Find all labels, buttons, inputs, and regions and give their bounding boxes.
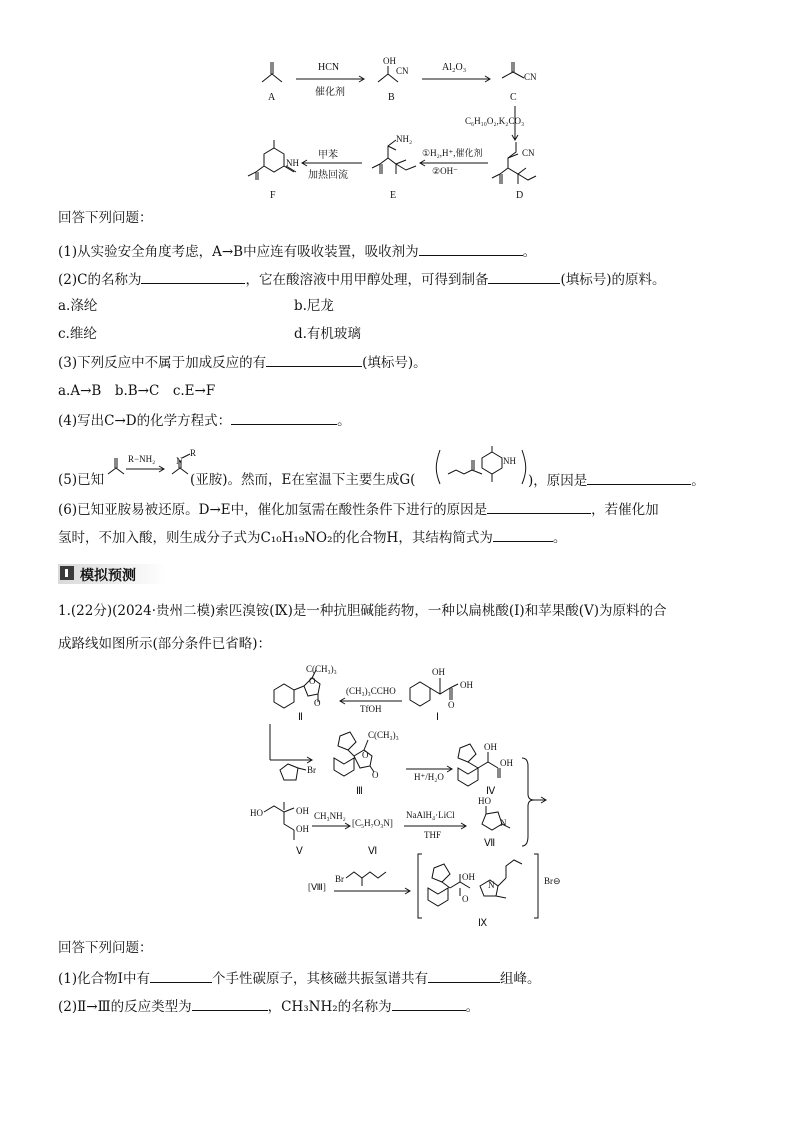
question-3 <box>58 352 427 373</box>
p1q2-end: 。 <box>465 999 480 1015</box>
p1q2-text: (2)Ⅱ→Ⅲ的反应类型为 <box>58 999 192 1015</box>
q6-end: 。 <box>552 530 567 546</box>
p1q1-answer-blank-2[interactable] <box>428 968 500 983</box>
problem-1-line-1: 1.(22分)(2024·贵州二模)索匹溴铵(Ⅸ)是一种抗胆碱能药物，一种以扁桃酸(Ⅰ)和苹果酸(Ⅴ)为原料的合 <box>58 603 667 619</box>
p1q1-end: 组峰。 <box>499 971 541 987</box>
q3-options: a.A→B b.B→C c.E→F <box>58 383 216 399</box>
arrow-v-vi <box>312 823 352 829</box>
b-cn: CN <box>396 66 409 76</box>
q5-text-mid: (亚胺)。然而，E在室温下主要生成G( <box>190 472 416 488</box>
structure-ix <box>416 852 548 922</box>
reagent-acid-water: H⁺/H₂O <box>414 772 444 782</box>
question-6-line-1 <box>58 499 659 520</box>
reagent-pivaldehyde: (CH₃)₃CCHO <box>346 686 396 696</box>
brace-arrow <box>520 756 550 852</box>
q5-ketone <box>106 454 128 478</box>
arrow-viii-ix <box>334 888 412 894</box>
q2-end: (填标号)的原料。 <box>560 272 666 288</box>
q6-text-2: 氢时，不加入酸，则生成分子式为C₁₀H₁₉NO₂的化合物H，其结构简式为 <box>58 530 493 546</box>
q3-text: (3)下列反应中不属于加成反应的有 <box>58 355 267 371</box>
q6-answer-blank-2[interactable] <box>493 527 553 542</box>
label-a: A <box>268 92 276 103</box>
p1q1-text: (1)化合物Ⅰ中有 <box>58 971 150 987</box>
iii-o1: O <box>362 750 369 760</box>
i-o: O <box>448 700 455 710</box>
label-b: B <box>388 92 395 103</box>
ix-bromide: Br⊖ <box>544 876 561 886</box>
label-iv: Ⅳ <box>486 786 496 797</box>
bromo-ester <box>338 866 398 888</box>
reagent-cd: C₆H₁₀O₂,K₂CO₃ <box>465 116 525 126</box>
structure-a <box>258 60 288 90</box>
ii-o1: O <box>309 676 316 686</box>
v-oh-1: OH <box>296 806 309 816</box>
vii-n: N <box>500 818 507 828</box>
questions-intro: 回答下列问题： <box>58 210 153 226</box>
ii-tbu: C(CH₃)₃ <box>306 664 337 674</box>
g-nh: NH <box>503 456 516 466</box>
q5-answer-blank[interactable] <box>587 470 691 485</box>
q6-text-1: (6)已知亚胺易被还原。D→E中，催化加氢需在酸性条件下进行的原因是 <box>58 502 488 518</box>
problem-1-intro: 回答下列问题： <box>58 940 153 956</box>
label-c: C <box>510 92 517 103</box>
q1-end: 。 <box>522 244 537 260</box>
q1-text: (1)从实验安全角度考虑，A→B中应连有吸收装置，吸收剂为 <box>58 244 419 260</box>
q2-text: (2)C的名称为 <box>58 272 142 288</box>
reagent-naalh4: NaAlH₄·LiCl <box>406 810 455 820</box>
q2-option-b: b.尼龙 <box>294 298 334 314</box>
reagent-hcn: HCN <box>318 62 340 73</box>
q5-arrow <box>126 466 166 472</box>
q2-option-d: d.有机玻璃 <box>294 326 361 342</box>
q5-close: )，原因是 <box>528 473 588 489</box>
label-vi: Ⅵ <box>368 846 378 857</box>
p1q1-answer-blank-1[interactable] <box>150 968 212 983</box>
vii-ho: HO <box>478 796 491 806</box>
viii-br: Br <box>335 874 344 884</box>
q6-answer-blank-1[interactable] <box>487 499 591 514</box>
label-d: D <box>516 190 524 201</box>
p1q2-text-mid: ，CH₃NH₂的名称为 <box>267 999 392 1015</box>
iii-tbu: C(CH₃)₃ <box>368 730 399 740</box>
q2-text-mid: ，它在酸溶液中用甲醇处理，可得到制备 <box>245 272 489 288</box>
q2-option-a: a.涤纶 <box>58 298 98 314</box>
b-oh: OH <box>383 56 396 66</box>
vi-formula: [C₅H₇O₃N] <box>352 818 393 828</box>
question-4 <box>58 410 351 431</box>
q2-answer-blank-1[interactable] <box>141 269 245 284</box>
arrow-vi-vii <box>404 823 468 829</box>
structure-e <box>366 136 422 192</box>
ix-n: N <box>488 880 495 890</box>
problem-1-line-2: 成路线如图所示(部分条件已省略)： <box>58 636 272 652</box>
iv-oh-2: OH <box>500 758 513 768</box>
br-atom: Br <box>307 765 316 775</box>
p1q2-answer-blank-1[interactable] <box>192 996 268 1011</box>
reagent-de-1: ①H₂,H⁺,催化剂 <box>422 148 483 158</box>
section-number-icon <box>60 566 74 580</box>
p1q2-answer-blank-2[interactable] <box>392 996 466 1011</box>
reagent-tfoh: TfOH <box>360 704 382 714</box>
q4-text: (4)写出C→D的化学方程式： <box>58 413 232 429</box>
label-v: Ⅴ <box>296 846 303 857</box>
ix-oh: OH <box>462 872 475 882</box>
label-i: Ⅰ <box>436 712 439 723</box>
q4-end: 。 <box>337 413 351 429</box>
p1q1-text-mid: 个手性碳原子，其核磁共振氢谱共有 <box>211 971 428 987</box>
reagent-de-2: ②OH⁻ <box>432 166 458 176</box>
p1-question-1 <box>58 968 540 989</box>
q5-reason <box>528 470 705 491</box>
question-6-line-2 <box>58 527 566 548</box>
reagent-al2o3: Al₂O₃ <box>442 62 467 73</box>
label-ix: Ⅸ <box>478 918 488 929</box>
e-nh2: NH₂ <box>396 134 413 144</box>
v-ho: HO <box>250 808 263 818</box>
section-title: 模拟预测 <box>80 568 136 584</box>
i-oh-1: OH <box>432 667 445 677</box>
q5-label: (5)已知 <box>58 472 105 488</box>
iv-oh-1: OH <box>484 742 497 752</box>
q5-n: N <box>176 456 183 466</box>
arrow-ab <box>296 76 368 82</box>
q5-end: 。 <box>691 473 705 489</box>
q6-text-1-end: ，若催化加 <box>591 502 659 518</box>
reagent-toluene: 甲苯 <box>318 150 338 161</box>
label-viii: [Ⅷ] <box>308 882 326 892</box>
d-cn: CN <box>522 148 535 158</box>
q2-answer-blank-2[interactable] <box>488 269 560 284</box>
label-e: E <box>390 190 397 201</box>
p1-question-2 <box>58 996 479 1017</box>
label-f: F <box>270 190 276 201</box>
question-2 <box>58 269 666 290</box>
reagent-reflux: 加热回流 <box>308 170 348 181</box>
question-1 <box>58 241 536 262</box>
q3-answer-blank[interactable] <box>266 352 362 367</box>
label-ii: Ⅱ <box>298 712 303 723</box>
q3-end: (填标号)。 <box>362 355 427 371</box>
f-nh: NH <box>286 158 299 168</box>
i-oh-2: OH <box>460 680 473 690</box>
q5-reagent: R−NH₂ <box>128 454 156 464</box>
c-cn: CN <box>524 72 537 82</box>
ix-o: O <box>462 894 469 904</box>
label-vii: Ⅶ <box>484 838 496 849</box>
q2-option-c: c.维纶 <box>58 326 97 342</box>
reagent-thf: THF <box>424 830 442 840</box>
q4-answer-blank[interactable] <box>231 410 337 425</box>
reagent-methylamine: CH₃NH₂ <box>314 811 346 821</box>
reagent-catalyst-ab: 催化剂 <box>315 87 345 98</box>
label-iii: Ⅲ <box>356 786 363 797</box>
structure-g <box>438 444 526 488</box>
q5-r: R <box>190 448 197 458</box>
ii-o2: O <box>314 698 321 708</box>
iii-o2: O <box>372 770 379 780</box>
q1-answer-blank[interactable] <box>419 241 523 256</box>
arrow-bc <box>422 76 494 82</box>
v-oh-2: OH <box>296 824 309 834</box>
structure-d <box>488 140 544 192</box>
